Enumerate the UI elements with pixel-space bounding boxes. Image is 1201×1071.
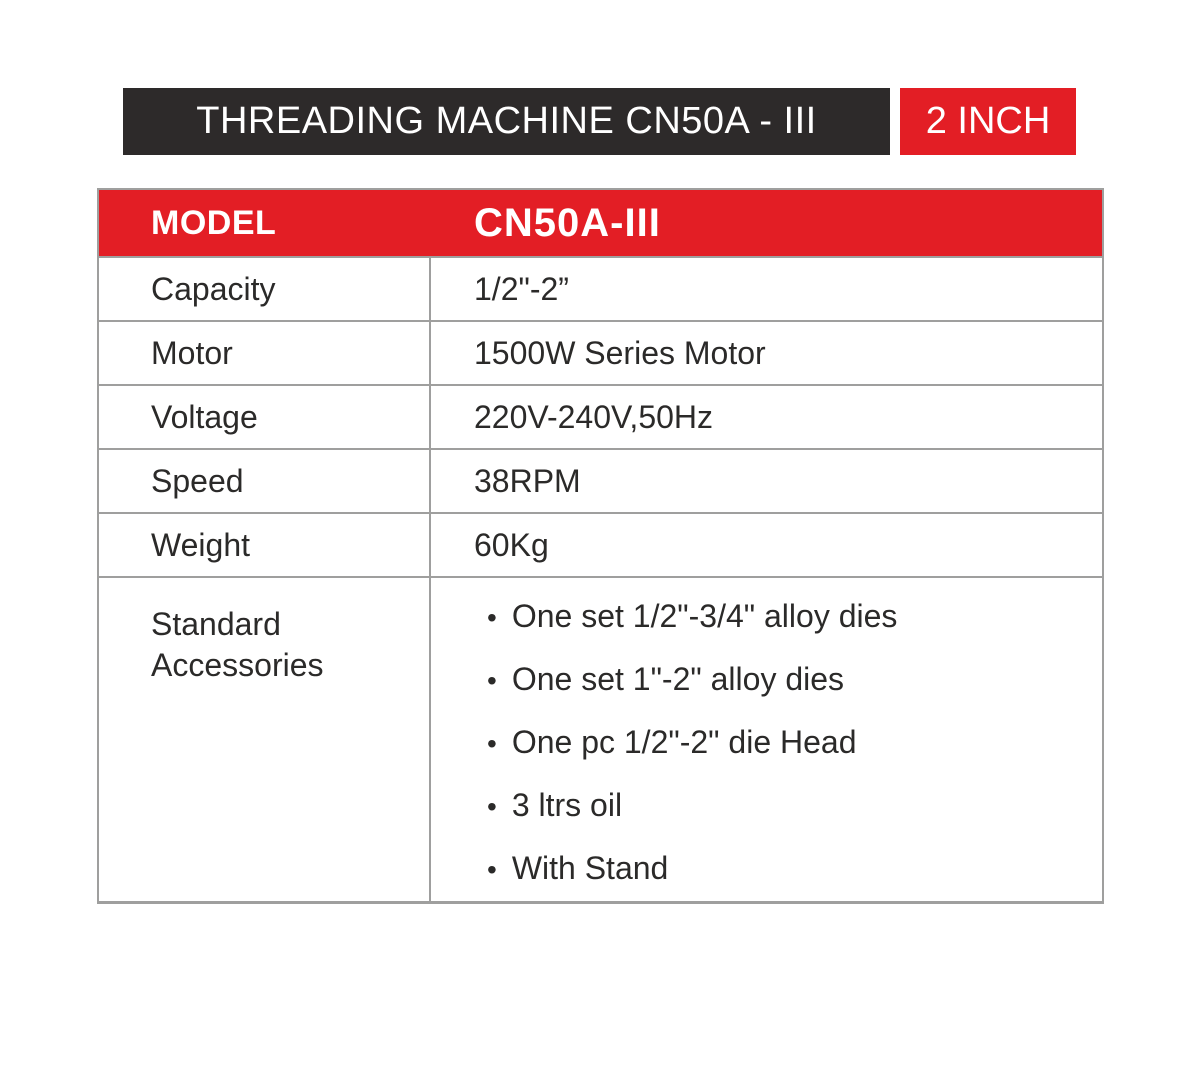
table-row-capacity (99, 256, 1102, 320)
row-label: Motor (151, 334, 233, 371)
row-value: 1/2"-2” (429, 258, 1102, 320)
table-header-row (99, 190, 1102, 256)
table-row-voltage (99, 384, 1102, 448)
accessories-cell (429, 578, 1102, 901)
row-value: 60Kg (429, 514, 1102, 576)
accessory-item-text: With Stand (511, 850, 669, 886)
product-title-banner (123, 88, 890, 155)
bullet-icon: • (487, 602, 497, 633)
table-row-motor (99, 320, 1102, 384)
row-label: Capacity (151, 270, 276, 307)
accessories-list (431, 578, 907, 901)
accessory-item (487, 661, 897, 698)
size-badge-label: 2 INCH (925, 100, 1051, 142)
accessory-item (487, 787, 897, 824)
accessory-item-text: 3 ltrs oil (511, 787, 623, 823)
banner-row (123, 88, 1076, 155)
accessory-item-text: One set 1/2"-3/4" alloy dies (511, 598, 898, 634)
accessories-label: Standard Accessories (151, 606, 324, 683)
model-header-label: MODEL (151, 203, 277, 242)
bullet-icon: • (487, 665, 497, 696)
row-value: 1500W Series Motor (429, 322, 1102, 384)
accessory-item (487, 850, 897, 887)
product-title: THREADING MACHINE CN50A - III (196, 100, 817, 142)
bullet-icon: • (487, 728, 497, 759)
accessory-item-text: One set 1"-2" alloy dies (511, 661, 845, 697)
model-header-value: CN50A-III (474, 200, 661, 245)
size-badge (900, 88, 1076, 155)
accessory-item (487, 724, 897, 761)
bullet-icon: • (487, 791, 497, 822)
table-row-speed (99, 448, 1102, 512)
row-label: Weight (151, 526, 251, 563)
row-label: Speed (151, 462, 244, 499)
table-row-accessories (99, 576, 1102, 901)
row-value: 220V-240V,50Hz (429, 386, 1102, 448)
row-label (99, 578, 429, 901)
accessory-item-text: One pc 1/2"-2" die Head (511, 724, 857, 760)
table-row-weight (99, 512, 1102, 576)
row-label: Voltage (151, 398, 258, 435)
bullet-icon: • (487, 854, 497, 885)
accessory-item (487, 598, 897, 635)
row-value: 38RPM (429, 450, 1102, 512)
spec-table (97, 188, 1104, 904)
